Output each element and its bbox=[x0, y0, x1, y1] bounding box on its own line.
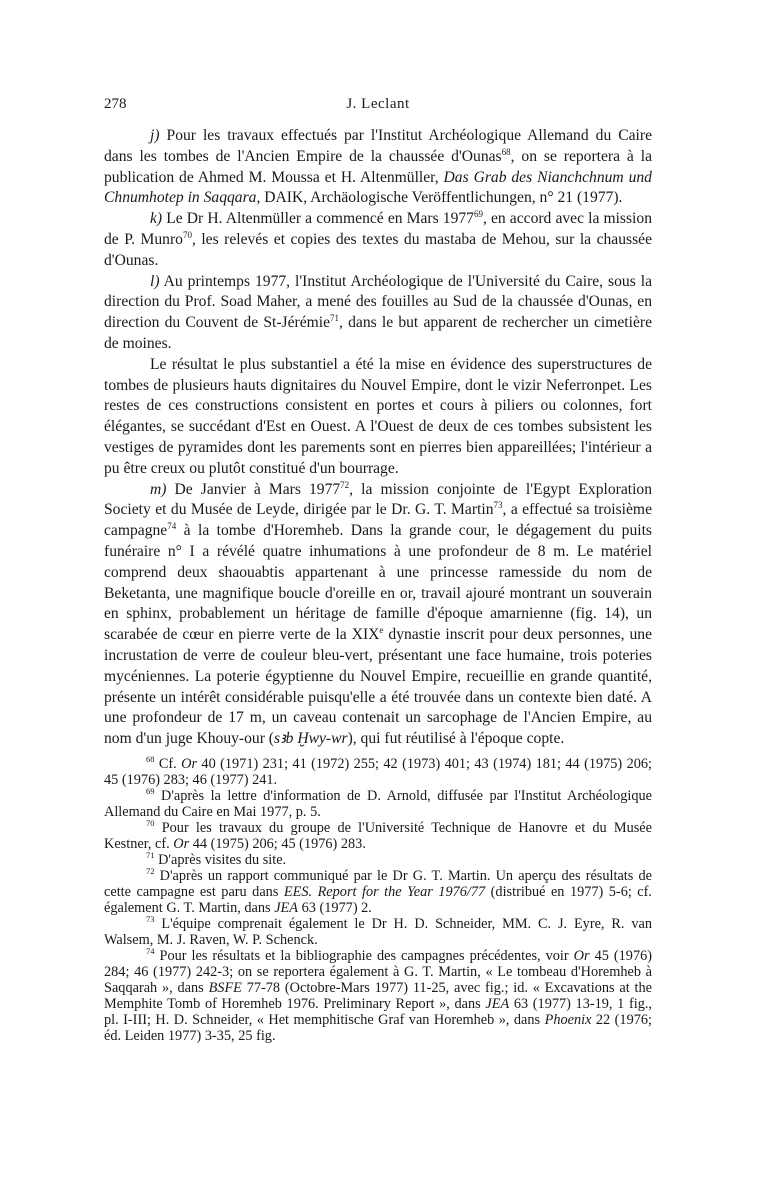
journal-abbrev: JEA bbox=[485, 996, 510, 1012]
footnotes bbox=[104, 756, 652, 1044]
ordinal-suffix: e bbox=[379, 624, 384, 635]
footnote-73 bbox=[104, 916, 652, 948]
journal-abbrev: EES. Report for the Year 1976/77 bbox=[283, 884, 486, 900]
paragraph-l bbox=[104, 272, 652, 355]
journal-abbrev: Or bbox=[573, 948, 590, 964]
text-run: Cf. bbox=[154, 756, 182, 772]
text-run: , a effectué sa troisième campagne bbox=[104, 501, 652, 540]
footnote-70 bbox=[104, 820, 652, 852]
paragraph-k bbox=[104, 209, 652, 271]
journal-abbrev: Phoenix bbox=[544, 1012, 592, 1028]
footnote-ref: 69 bbox=[473, 209, 483, 219]
text-run: , les relevés et copies des textes du mastaba de Mehou, sur la chaussée d'Ounas. bbox=[104, 230, 652, 269]
paragraph-result: Le résultat le plus substantiel a été la mise en évidence des superstructures de tombes de plusieurs hauts dignitaires du Nouvel Empire, dont le vizir Neferronpet. Les restes de ces constructions consistent en portes et cours à piliers ou colonnes, fort élégantes, se succédant d'Est en Ouest. A l'Ouest de deux de ces tombes subsistent les vestiges de pyramides dont les parements sont en pierres bien appareillées; l'intérieur a pu être creux ou plutôt constitué d'un bourrage. bbox=[104, 355, 652, 477]
text-run: 22 (1976; éd. Leiden 1977) 3-35, 25 fig. bbox=[104, 1012, 652, 1044]
text-run: 63 (1977) 2. bbox=[298, 900, 372, 916]
text-run: 44 (1975) 206; 45 (1976) 283. bbox=[189, 836, 366, 852]
text-run: 45 (1976) 284; 46 (1977) 242-3; on se reportera également à G. T. Martin, « Le tombeau d'Horemheb à Saqqarah », dans bbox=[104, 948, 652, 996]
footnote-number: 74 bbox=[146, 946, 155, 957]
footnote-74 bbox=[104, 948, 652, 1044]
transliteration: sꜣb Ḫwy-wr bbox=[274, 730, 348, 748]
text-run: Le Dr H. Altenmüller a commencé en Mars 1977 bbox=[162, 210, 474, 228]
journal-abbrev: Or bbox=[173, 836, 190, 852]
item-label: j) bbox=[150, 127, 160, 144]
text-run: Au printemps 1977, l'Institut Archéologique de l'Université du Caire, sous la direction du Prof. Soad Maher, a mené des fouilles au Sud de la chaussée d'Ounas, en direction du Couvent de St-Jérémie bbox=[104, 272, 652, 332]
item-label: m) bbox=[150, 480, 167, 498]
text-run: (distribué en 1977) 5-6; cf. également G. T. Martin, dans bbox=[104, 884, 652, 916]
running-head: J. Leclant bbox=[346, 96, 410, 112]
text-run: 40 (1971) 231; 41 (1972) 255; 42 (1973) 401; 43 (1974) 181; 44 (1975) 206; 45 (1976) 283; 46 (1977) 241. bbox=[104, 756, 652, 788]
text-run: DAIK, Archäologische Veröffentlichungen, n° 21 (1977). bbox=[260, 189, 623, 207]
footnote-number: 68 bbox=[146, 754, 155, 765]
footnote-72 bbox=[104, 868, 652, 916]
footnote-68 bbox=[104, 756, 652, 788]
footnote-ref: 70 bbox=[182, 229, 192, 240]
text-run: L'équipe comprenait également le Dr H. D. Schneider, MM. C. J. Eyre, R. van Walsem, M. J. Raven, W. P. Schenck. bbox=[104, 916, 652, 948]
text-run: Pour les travaux effectués par l'Institut Archéologique Allemand du Caire dans les tombes de l'Ancien Empire de la chaussée d'Ounas bbox=[104, 127, 652, 165]
footnote-ref: 72 bbox=[340, 479, 350, 490]
journal-abbrev: Or bbox=[181, 756, 198, 772]
footnote-number: 73 bbox=[146, 914, 155, 925]
paragraph-j bbox=[104, 126, 652, 209]
text-run: D'après la lettre d'information de D. Arnold, diffusée par l'Institut Archéologique Allemand du Caire en Mai 1977, p. 5. bbox=[104, 788, 652, 820]
text-run: Pour les résultats et la bibliographie des campagnes précédentes, voir bbox=[154, 948, 574, 964]
footnote-ref: 74 bbox=[167, 520, 177, 531]
footnote-69 bbox=[104, 788, 652, 820]
footnote-number: 72 bbox=[146, 866, 155, 877]
text-run: D'après un rapport communiqué par le Dr G. T. Martin. Un aperçu des résultats de cette campagne est paru dans bbox=[104, 868, 652, 900]
journal-abbrev: JEA bbox=[274, 900, 299, 916]
footnote-number: 70 bbox=[146, 818, 155, 829]
text-run: , la mission conjointe de l'Egypt Exploration Society et du Musée de Leyde, dirigée par le Dr. G. T. Martin bbox=[104, 480, 652, 519]
text-run: , dans le but apparent de rechercher un cimetière de moines. bbox=[104, 314, 652, 352]
text-run: , en accord avec la mission de P. Munro bbox=[104, 210, 652, 248]
footnote-ref: 68 bbox=[501, 146, 511, 157]
main-text bbox=[104, 126, 652, 750]
footnote-71 bbox=[104, 852, 652, 868]
text-run: 63 (1977) 13-19, 1 fig., pl. I-III; H. D. Schneider, « Het memphitische Graf van Horemheb », dans bbox=[104, 996, 652, 1028]
page-header bbox=[104, 96, 652, 118]
text-run: D'après visites du site. bbox=[154, 852, 287, 868]
paragraph-m bbox=[104, 480, 652, 750]
book-title: Das Grab des Nianchchnum und Chnumhotep in Saqqara, bbox=[104, 168, 652, 207]
journal-abbrev: BSFE bbox=[208, 980, 242, 996]
text-run: dynastie inscrit pour deux personnes, une incrustation de verre de couleur bleu-vert, présentant une face humaine, trois poteries mycéniennes. La poterie égyptienne du Nouvel Empire, recueillie en grande quantité, présente un intérêt considérable puisqu'elle a été trouvée dans un contexte bien daté. A une profondeur de 17 m, un caveau contenait un sarcophage de l'Ancien Empire, au nom d'un juge Khouy-our ( bbox=[104, 626, 652, 748]
footnote-ref: 71 bbox=[330, 312, 340, 323]
text-run: ), qui fut réutilisé à l'époque copte. bbox=[347, 730, 565, 748]
footnote-number: 71 bbox=[146, 850, 155, 861]
text-run: De Janvier à Mars 1977 bbox=[166, 480, 341, 498]
text-run: , on se reportera à la publication de Ahmed M. Moussa et H. Altenmüller, bbox=[104, 147, 652, 186]
footnote-number: 69 bbox=[146, 786, 155, 797]
footnote-ref: 73 bbox=[493, 500, 503, 511]
page-number: 278 bbox=[104, 96, 127, 112]
item-label: l) bbox=[150, 272, 160, 290]
text-run: Pour les travaux du groupe de l'Université Technique de Hanovre et du Musée Kestner, cf. bbox=[104, 820, 652, 852]
text-run: 77-78 (Octobre-Mars 1977) 11-25, avec fig.; id. « Excavations at the Memphite Tomb of Horemheb 1976. Preliminary Report », dans bbox=[104, 980, 652, 1012]
item-label: k) bbox=[150, 210, 163, 228]
text-run: à la tombe d'Horemheb. Dans la grande cour, le dégagement du puits funéraire n° I a révélé quatre inhumations à une profondeur de 8 m. Le matériel comprend deux shaouabtis appartenant à une princesse ramesside du nom de Beketanta, une magnifique boucle d'oreille en or, travail ajouré montrant un souverain en sphinx, probablement un héritage de famille d'époque amarnienne (fig. 14), un scarabée de cœur en pierre verte de la XIX bbox=[104, 522, 652, 644]
